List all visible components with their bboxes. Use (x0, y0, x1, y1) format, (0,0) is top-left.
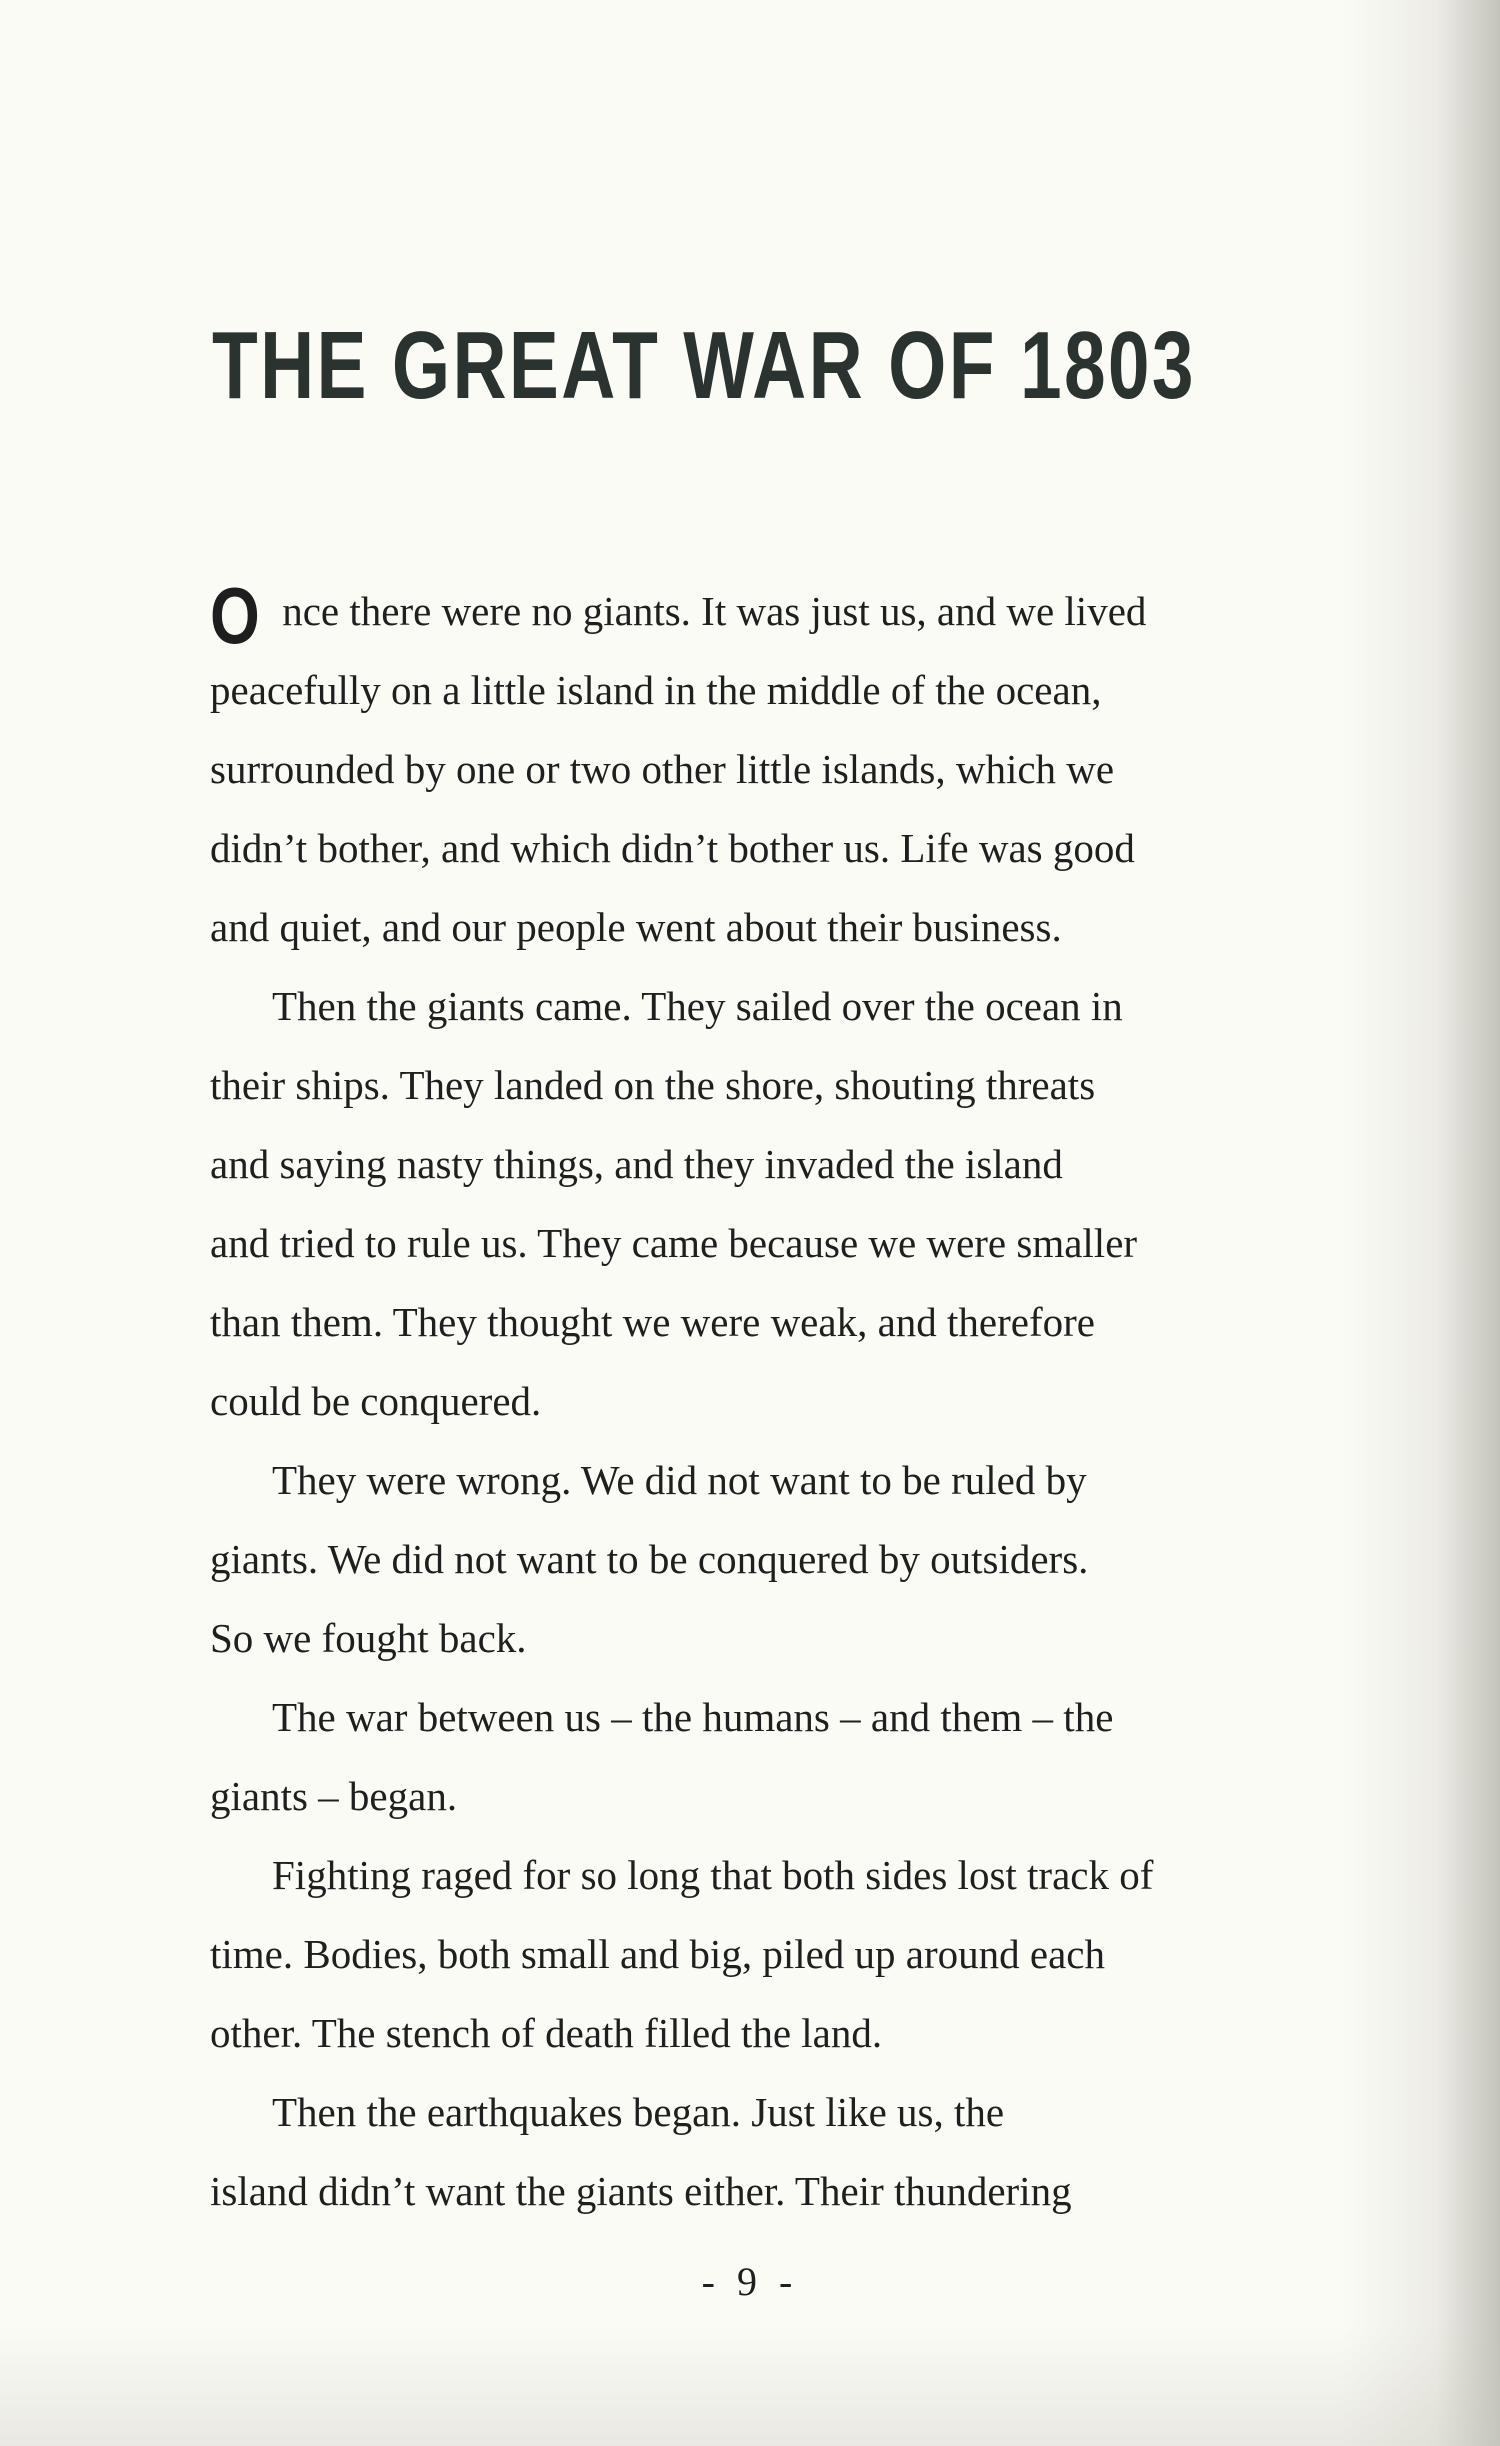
drop-cap: O (210, 571, 260, 660)
paragraph-6: Then the earthquakes began. Just like us, the island didn’t want the giants either. Their thundering (210, 2089, 1072, 2214)
paragraph-4: The war between us – the humans – and them – the giants – began. (210, 1694, 1114, 1819)
paragraph-1-text: nce there were no giants. It was just us, and we lived peacefully on a little island in the middle of the ocean, surrounded by one or two other little islands, which we didn’t bother, and which didn’t bother us. Life was good and quiet, and our people went about their business. (210, 588, 1147, 950)
chapter-title: THE GREAT WAR OF 1803 (212, 312, 1196, 419)
page-bottom-shadow (0, 2326, 1500, 2446)
paragraph-3: They were wrong. We did not want to be ruled by giants. We did not want to be conquered by outsiders. So we fought back. (210, 1457, 1089, 1661)
paragraph-2: Then the giants came. They sailed over the ocean in their ships. They landed on the shore, shouting threats and saying nasty things, and they invaded the island and tried to rule us. They came because we were smaller than them. They thought we were weak, and therefore could be conquered. (210, 983, 1138, 1424)
page-number: - 9 - (701, 2259, 799, 2304)
paragraph-5: Fighting raged for so long that both sides lost track of time. Bodies, both small and big, piled up around each other. The stench of death filled the land. (210, 1852, 1154, 2056)
body-text (210, 572, 1286, 2231)
page-edge-shadow (1340, 0, 1500, 2446)
paragraph-1 (210, 572, 1286, 967)
